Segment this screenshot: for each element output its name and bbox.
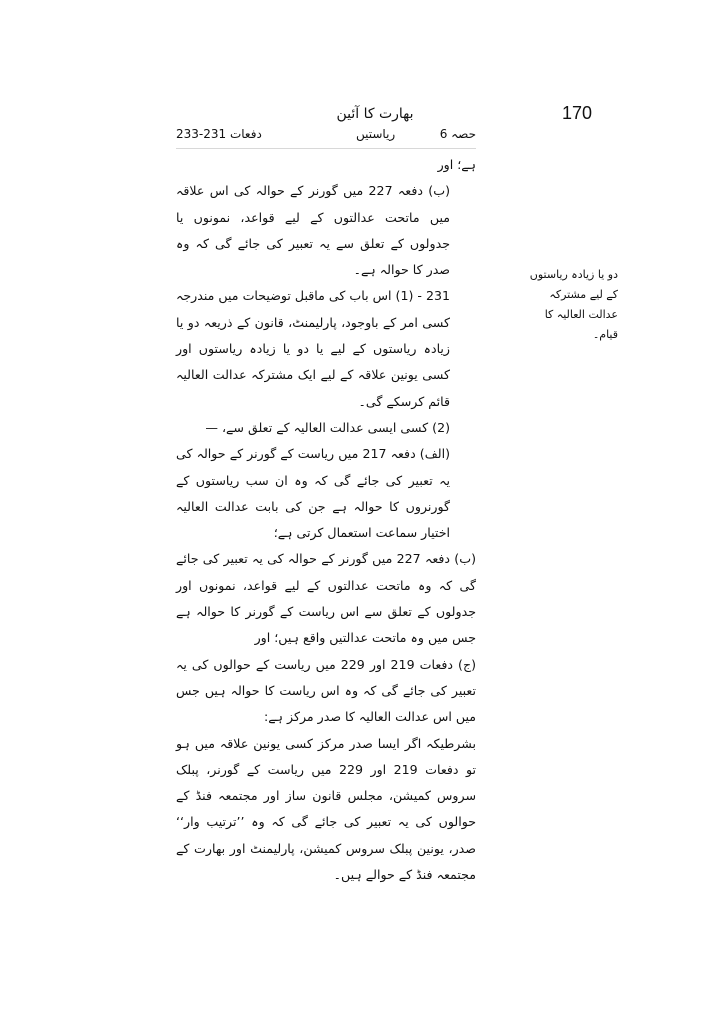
article-231-clause-1: 231 - (1) اس باب کی ماقبل توضیحات میں مندرجہ کسی امر کے باوجود، پارلیمنٹ، قانون کے ذریعہ دو یا زیادہ ریاستوں کے لیے یا دو یا زیادہ ریاستوں اور کسی یونین علاقہ کے لیے ایک مشترکہ عدالت العالیہ قائم کرسکے گی۔ <box>176 288 450 409</box>
article-body <box>176 152 476 888</box>
running-header <box>176 127 476 147</box>
running-header-title: بھارت کا آئین <box>336 106 414 122</box>
clause-b-article-227: (ب) دفعہ 227 میں گورنر کے حوالہ کی اس علاقہ میں ماتحت عدالتوں کے لیے قواعد، نمونوں یا جدولوں کے تعلق سے یہ تعبیر کی جائے گی کہ وہ صدر کا حوالہ ہے۔ <box>176 183 450 278</box>
page-number: 170 <box>562 103 593 123</box>
sub-clause-b: (ب) دفعہ 227 میں گورنر کے حوالہ کی یہ تعبیر کی جائے گی کہ وہ ماتحت عدالتوں کے لیے قواعد، نمونوں اور جدولوں کے تعلق سے اس ریاست کے گورنر کا حوالہ ہے جس میں وہ ماتحت عدالتیں واقع ہیں؛ اور <box>176 551 476 646</box>
paragraph-continuation: ہے؛ اور <box>437 157 476 172</box>
sub-clause-jeem: (ج) دفعات 219 اور 229 میں ریاست کے حوالوں کی یہ تعبیر کی جائے گی کہ وہ اس ریاست کا حوالہ ہیں جس میں اس عدالت العالیہ کا صدر مرکز ہے: <box>176 656 476 725</box>
header-part-label: حصہ 6 <box>439 127 476 141</box>
proviso-paragraph: بشرطیکہ اگر ایسا صدر مرکز کسی یونین علاقہ میں ہو تو دفعات 219 اور 229 میں ریاست کے گورنر، پبلک سروس کمیشن، مجلس قانون ساز اور مجتمعہ فنڈ کے حوالوں کی یہ تعبیر کی جائے گی کہ وہ ’’ترتیب وار‘‘ صدر، یونین پبلک سروس کمیشن، پارلیمنٹ اور بھارت کے مجتمعہ فنڈ کے حوالے ہیں۔ <box>176 735 477 883</box>
header-section-label: ریاستیں <box>356 127 396 141</box>
header-divider <box>176 148 476 149</box>
header-articles-label: دفعات 231-233 <box>176 127 262 141</box>
margin-note: دو یا زیادہ ریاستوں کے لیے مشترکہ عدالت العالیہ کا قیام۔ <box>529 268 618 341</box>
sub-clause-alif: (الف) دفعہ 217 میں ریاست کے گورنر کے حوالہ کی یہ تعبیر کی جائے گی کہ وہ ان سب ریاستوں کے گورنروں کا حوالہ ہے جن کی بابت عدالت العالیہ اختیار سماعت استعمال کرتی ہے؛ <box>176 446 450 541</box>
article-231-clause-2: (2) کسی ایسی عدالت العالیہ کے تعلق سے، — <box>205 419 450 435</box>
